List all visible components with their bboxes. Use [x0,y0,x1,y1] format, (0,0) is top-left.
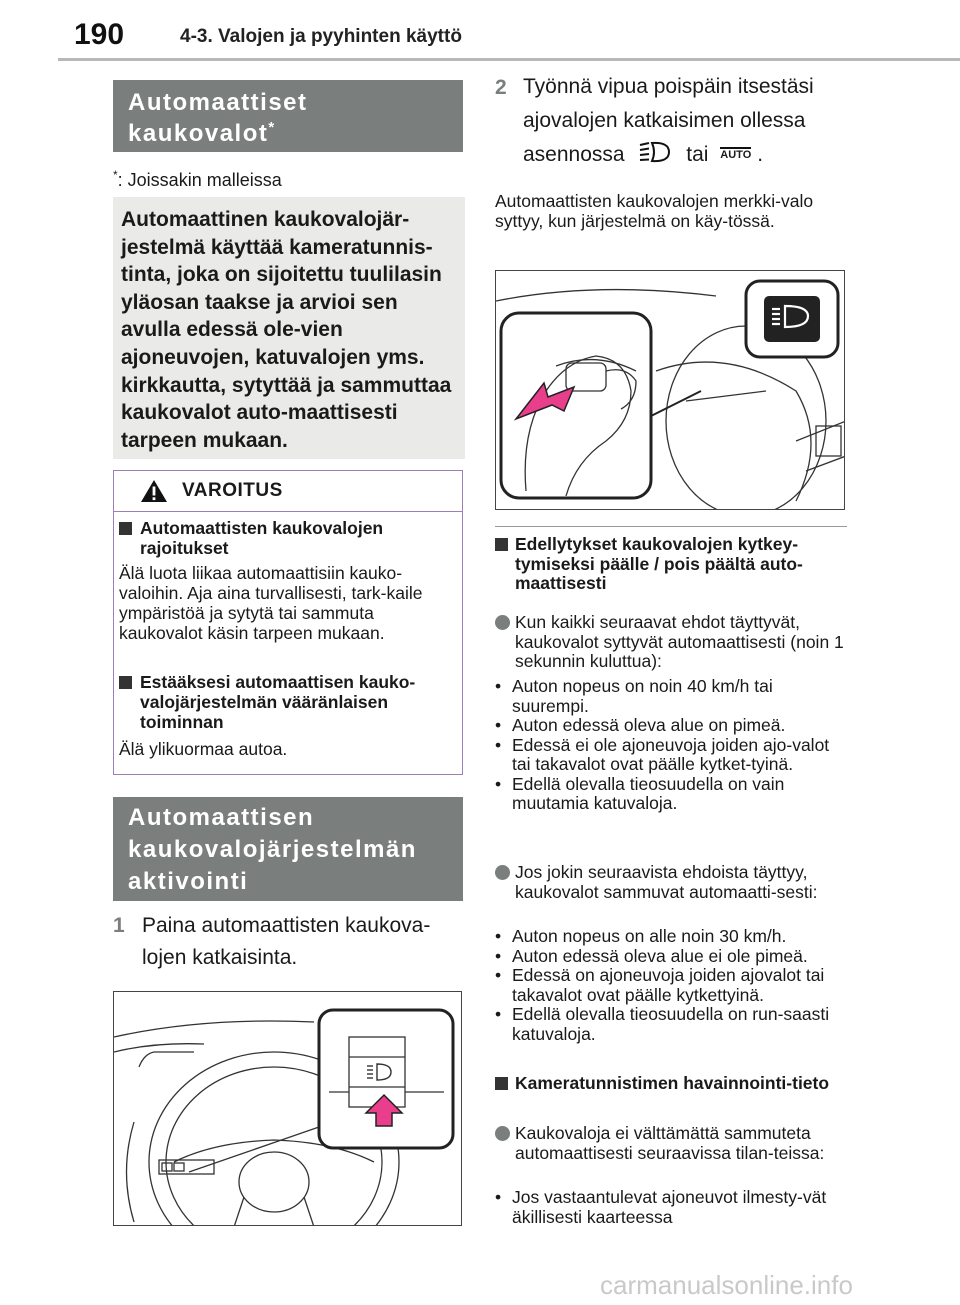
lever-push-drawing [496,271,845,510]
step2-text [523,70,853,172]
square-bullet-icon [119,522,132,535]
camera-intro: Kaukovaloja ei välttämättä sammuteta automaattisesti seuraavissa tilan-teissa: [515,1123,825,1163]
conditions-off-block [495,863,847,902]
list-item: • Auton nopeus on noin 40 km/h tai suurempi. [495,677,847,716]
footnote [113,168,282,191]
warning-item2-heading: Estääksesi automaattisen kauko-valojärjestelmän vääränlaisen toiminnan [119,672,454,732]
conditions-off-list [495,927,847,1044]
warning-title: VAROITUS [182,480,283,501]
dashboard-switch-drawing [114,992,462,1226]
section-title-activation: Automaattisen kaukovalojärjestelmän aktivointi [113,797,463,901]
camera-block [495,1124,847,1163]
footnote-mark: * [113,168,118,182]
conditions-on-block [495,613,847,672]
section-title-line1: Automaattiset [128,89,308,116]
step1-text: Paina automaattisten kaukova-lojen katkaisinta. [142,914,431,969]
footnote-text: : Joissakin malleissa [117,170,282,190]
step2-or: tai [686,143,709,166]
warning-item2-text: Älä ylikuormaa autoa. [119,739,288,759]
warning-item1-text: Älä luota liikaa automaattisiin kauko-valoihin. Aja aina turvallisesti, tark-kaile ympäristöä ja sytytä tai sammuta kaukovalot käsin tarpeen mukaan. [119,563,423,643]
page-number: 190 [74,18,125,51]
list-item: • Edellä olevalla tieosuudella on vain muutamia katuvaloja. [495,775,847,814]
section-title-line2: kaukovalot [128,120,269,147]
round-bullet-icon [495,865,510,880]
step2-end: . [757,143,764,166]
square-bullet-icon [119,676,132,689]
square-bullet-icon [495,538,508,551]
square-bullet-icon [495,1077,508,1090]
warning-header [114,471,462,512]
section-divider [495,526,847,527]
warning-triangle-icon [140,479,168,503]
step2-main-text: Työnnä vipua poispäin itsestäsi ajovalojen katkaisimen ollessa asennossa [523,75,814,166]
step-number: 1 [113,914,125,937]
lever-operation-illustration [495,270,845,510]
list-item: • Edellä olevalla tieosuudella on run-saasti katuvaloja. [495,1005,847,1044]
conditions-on-list [495,677,847,814]
section-title-auto-high-beam [113,80,463,152]
asterisk-mark: * [268,119,276,136]
watermark: carmanualsonline.info [600,1270,853,1300]
camera-list [495,1188,847,1227]
list-item: • Edessä on ajoneuvoja joiden ajovalot tai takavalot ovat päälle kytkettyinä. [495,966,847,1005]
step-number: 2 [495,76,507,99]
chapter-title: 4-3. Valojen ja pyyhinten käyttö [180,26,462,47]
indicator-note: Automaattisten kaukovalojen merkki-valo syttyy, kun järjestelmä on käy-tössä. [495,191,814,231]
conditions-on-intro: Kun kaikki seuraavat ehdot täyttyvät, kaukovalot syttyvät automaattisesti (noin 1 sekunnin kuluttua): [515,612,844,671]
warning-box [113,470,463,775]
headlight-icon [638,140,672,164]
summary-box: Automaattinen kaukovalojär-jestelmä käyttää kameratunnis-tinta, joka on sijoitettu tuulilasin yläosan taakse ja arvioi sen avulla edessä ole-vien ajoneuvojen, katuvalojen yms. kirkkautta, sytyttää ja sammuttaa kaukovalot auto-maattisesti tarpeen mukaan. [113,197,465,459]
list-item: • Auton edessä oleva alue ei ole pimeä. [495,947,847,967]
list-item: • Jos vastaantulevat ajoneuvot ilmesty-vät äkillisesti kaarteessa [495,1188,847,1227]
conditions-off-intro: Jos jokin seuraavista ehdoista täyttyy, kaukovalot sammuvat automaatti-sesti: [515,862,818,902]
conditions-heading: Edellytykset kaukovalojen kytkey-tymiseksi päälle / pois päältä auto-maattisesti [495,535,847,594]
camera-heading: Kameratunnistimen havainnointi-tieto [495,1074,847,1094]
list-item: • Auton nopeus on alle noin 30 km/h. [495,927,847,947]
header-divider [58,58,960,61]
list-item: • Auton edessä oleva alue on pimeä. [495,716,847,736]
list-item: • Edessä ei ole ajoneuvoja joiden ajo-valot tai takavalot ovat päälle kytket-tyinä. [495,736,847,775]
round-bullet-icon [495,615,510,630]
auto-icon: AUTO [720,149,752,161]
warning-item1-heading: Automaattisten kaukovalojen rajoitukset [119,518,454,558]
round-bullet-icon [495,1126,510,1141]
switch-location-illustration [113,991,462,1226]
